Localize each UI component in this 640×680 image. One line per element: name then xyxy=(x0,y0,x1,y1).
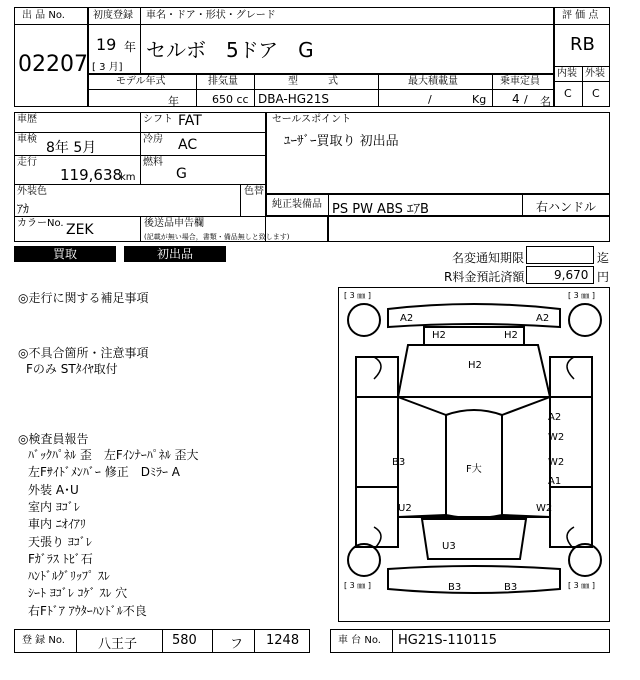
chassis-label: 車 台 No. xyxy=(338,635,381,646)
inspector-report-line: 外装 A･U xyxy=(28,482,79,497)
registration-label: 登 録 No. xyxy=(22,635,65,646)
tire-depth-top-right: [ 3 ㎜ ] xyxy=(568,291,595,300)
registration-kana: フ xyxy=(230,637,244,652)
recycle-fee-value: 9,670 xyxy=(554,268,589,282)
mark-left-door: B3 xyxy=(392,457,406,468)
inspector-report-line: 左Fｻｲﾄﾞﾒﾝﾊﾞｰ 修正 Dﾐﾗｰ A xyxy=(28,465,180,480)
post-doc-extra-box xyxy=(328,216,610,242)
car-name: セルボ 5ドア G xyxy=(146,38,314,62)
driving-notes-title: ◎走行に関する補足事項 xyxy=(18,291,149,305)
mark-right-door-1: W2 xyxy=(548,457,565,468)
registration-year: 19 xyxy=(96,35,117,54)
aircon-value: AC xyxy=(178,137,198,153)
sales-point-label: セールスポイント xyxy=(272,114,352,125)
mark-grille-left: H2 xyxy=(432,330,446,341)
lot-number: 02207 xyxy=(18,52,88,77)
inspection-value: 8年 5月 xyxy=(46,140,97,156)
inspection-label: 車検 xyxy=(17,134,37,145)
model-year-label: モデル年式 xyxy=(116,76,166,87)
car-diagram xyxy=(338,287,610,622)
sales-point-text: ﾕｰｻﾞｰ買取り 初出品 xyxy=(284,134,399,149)
mark-rear-bumper-right: B3 xyxy=(504,582,518,593)
recycle-fee-unit: 円 xyxy=(597,270,610,284)
model-year-unit: 年 xyxy=(168,95,179,108)
shift-label: シフト xyxy=(143,114,173,125)
lot-number-label: 出 品 No. xyxy=(22,10,65,21)
inspector-report-line: 車内 ﾆｵｲｱﾘ xyxy=(28,517,86,532)
name-change-deadline-unit: 迄 xyxy=(597,251,610,265)
max-load-label: 最大積載量 xyxy=(408,76,458,87)
fuel-label: 燃料 xyxy=(143,157,163,168)
mark-front-bumper-left: A2 xyxy=(400,313,414,324)
front-bumper xyxy=(388,304,560,327)
shift-value: FAT xyxy=(178,113,202,129)
name-change-deadline-box xyxy=(526,246,594,264)
tire-depth-bottom-left: [ 3 ㎜ ] xyxy=(344,581,371,590)
mark-right-fender-2: W2 xyxy=(548,432,565,443)
inspector-report-line: ﾊﾝﾄﾞﾙｸﾞﾘｯﾌﾟ ｽﾚ xyxy=(28,569,110,584)
inspector-report-line: 右Fﾄﾞｱ ｱｳﾀｰﾊﾝﾄﾞﾙ不良 xyxy=(28,603,147,618)
mileage-value: 119,638 xyxy=(60,166,123,184)
chassis-number: HG21S-110115 xyxy=(398,633,497,648)
cabin xyxy=(398,397,553,517)
capacity-label: 乗車定員 xyxy=(500,76,540,87)
registration-year-unit: 年 xyxy=(124,40,137,54)
aircon-label: 冷房 xyxy=(143,134,163,145)
registration-month: [ 3 月] xyxy=(92,62,123,73)
capacity-value: 4 xyxy=(512,92,520,106)
fuel-value: G xyxy=(176,166,187,182)
registration-number: 1248 xyxy=(266,633,300,648)
mark-rear-bumper-left: B3 xyxy=(448,582,462,593)
inspector-report-line: Fｶﾞﾗｽ ﾄﾋﾞ石 xyxy=(28,551,93,566)
overall-grade: RB xyxy=(570,34,595,55)
exterior-color-label: 外装色 xyxy=(17,186,47,197)
color-change-label: 色替 xyxy=(244,186,264,197)
history-label: 車歴 xyxy=(17,114,37,125)
inspector-report-title: ◎検査員報告 xyxy=(18,432,89,446)
inspector-report-line: 室内 ﾖｺﾞﾚ xyxy=(28,499,80,514)
color-no-label: カラーNo. xyxy=(17,218,64,229)
steering-value: 右ハンドル xyxy=(536,200,597,214)
mark-front-bumper-right: A2 xyxy=(536,313,550,324)
inspector-report-line: ﾊﾞｯｸﾊﾟﾈﾙ 歪 左Fｲﾝﾅｰﾊﾟﾈﾙ 歪大 xyxy=(28,448,199,462)
exterior-grade: C xyxy=(592,87,600,100)
mileage-unit: km xyxy=(120,172,136,183)
name-change-deadline-label: 名変通知期限 xyxy=(452,251,525,265)
exterior-color-value: ｱｶ xyxy=(17,202,30,216)
interior-grade: C xyxy=(564,87,572,100)
mark-left-rear: U2 xyxy=(398,503,412,514)
hood xyxy=(398,345,550,397)
recycle-fee-label: R料金預託済額 xyxy=(444,270,525,284)
mark-right-fender-1: A2 xyxy=(548,412,562,423)
interior-label: 内装 xyxy=(557,68,577,79)
rear-bumper xyxy=(388,566,560,593)
mark-right-door-2: A1 xyxy=(548,476,562,487)
tire-depth-bottom-right: [ 3 ㎜ ] xyxy=(568,581,595,590)
right-side xyxy=(550,357,592,547)
buy-tag: 買取 xyxy=(14,246,116,262)
capacity-separator: / xyxy=(524,93,528,106)
displacement-value: 650 cc xyxy=(212,93,249,106)
post-doc-label: 後送品申告欄 xyxy=(144,218,204,229)
post-doc-note: (記載が無い場合，書類・備品無しと致します) xyxy=(144,233,290,241)
mark-grille-right: H2 xyxy=(504,330,518,341)
left-side xyxy=(356,357,398,547)
inspector-report-line: 天張り ﾖｺﾞﾚ xyxy=(28,534,92,549)
defects-text: Fのみ STﾀｲﾔ取付 xyxy=(26,362,118,376)
first-registration-label: 初度登録 xyxy=(93,10,133,21)
model-type-value: DBA-HG21S xyxy=(258,92,329,106)
tire-depth-top-left: [ 3 ㎜ ] xyxy=(344,291,371,300)
first-listing-tag: 初出品 xyxy=(124,246,226,262)
grade-label: 評 価 点 xyxy=(562,10,599,21)
car-name-label: 車名・ドア・形状・グレード xyxy=(146,10,276,21)
trunk xyxy=(422,519,526,559)
mark-trunk: U3 xyxy=(442,541,456,552)
max-load-separator: / xyxy=(428,93,432,106)
mileage-label: 走行 xyxy=(17,157,37,168)
mark-hood: H2 xyxy=(468,360,482,371)
front-left-tire xyxy=(348,304,380,336)
mark-roof: F大 xyxy=(466,464,482,475)
equipment-label: 純正装備品 xyxy=(272,199,322,210)
equipment-value: PS PW ABS ｴｱB xyxy=(332,202,429,217)
color-no-value: ZEK xyxy=(66,222,94,238)
inspector-report-line: ｼｰﾄ ﾖｺﾞﾚ ｺｹﾞ ｽﾚ 穴 xyxy=(28,586,128,601)
max-load-unit: Kg xyxy=(472,93,487,106)
displacement-label: 排気量 xyxy=(208,76,238,87)
front-right-tire xyxy=(569,304,601,336)
exterior-label: 外装 xyxy=(585,68,605,79)
defects-title: ◎不具合箇所・注意事項 xyxy=(18,346,149,360)
registration-class: 580 xyxy=(172,633,197,648)
mark-right-rear: W2 xyxy=(536,503,553,514)
registration-area: 八王子 xyxy=(98,637,138,652)
capacity-unit: 名 xyxy=(540,95,551,108)
type-label: 型 式 xyxy=(288,76,338,87)
